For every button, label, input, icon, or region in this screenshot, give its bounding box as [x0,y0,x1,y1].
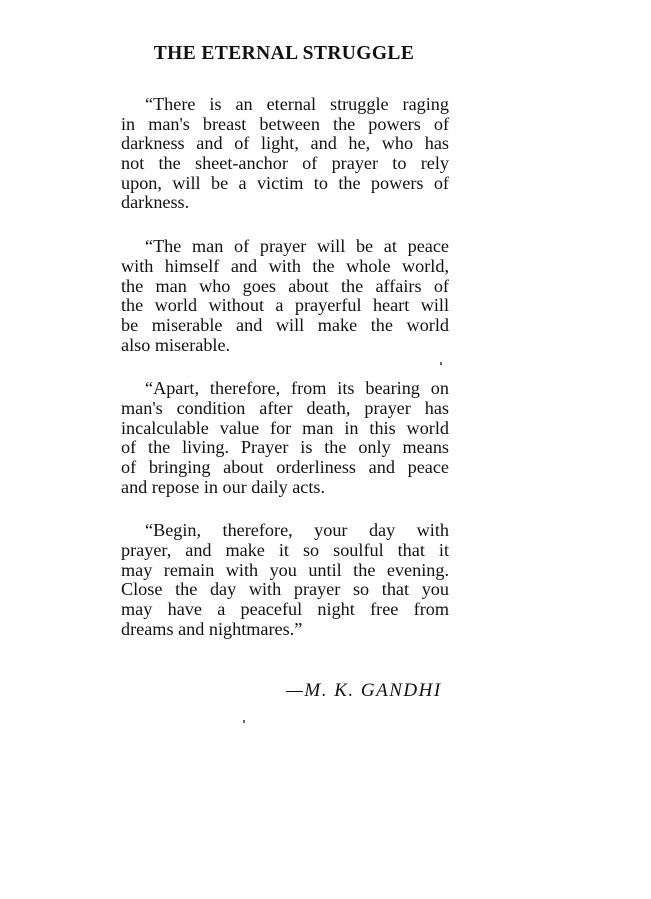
paragraph-line: man's condition after death, prayer has [121,397,449,418]
paragraph-line: “There is an eternal struggle raging [145,94,449,114]
paragraph-line: “Apart, therefore, from its bearing on [145,378,449,399]
paragraph-line: “The man of prayer will be at peace [145,236,449,257]
paragraph-3 [121,379,449,497]
paragraph-line: the world without a prayerful heart will [121,295,449,316]
paragraph-4 [121,521,449,639]
scan-speck [243,720,245,723]
attribution: —M. K. GANDHI [286,680,442,701]
paragraph-line: darkness and of light, and he, who has [121,133,449,154]
paragraph-line: dreams and nightmares.” [121,618,303,639]
paragraph-line: “Begin, therefore, your day with [145,520,449,541]
paragraph-line: of bringing about orderliness and peace [121,457,449,477]
paragraph-line: in man's breast between the powers of [121,113,449,134]
page-title: THE ETERNAL STRUGGLE [153,43,415,64]
paragraph-line: prayer, and make it so soulful that it [121,540,449,561]
scan-speck [440,362,442,365]
paragraph-2 [121,237,449,355]
paragraph-line: may remain with you until the evening. [121,559,449,580]
paragraph-line: upon, will be a victim to the powers of [121,172,449,193]
paragraph-line: be miserable and will make the world [121,314,449,335]
paragraph-line: darkness. [121,192,190,213]
quote-body [121,95,449,664]
paragraph-line: with himself and with the whole world, [121,255,449,276]
paragraph-line: the man who goes about the affairs of [121,275,449,296]
paragraph-line: of the living. Prayer is the only means [121,437,449,458]
paragraph-line: Close the day with prayer so that you [121,579,449,600]
paragraph-line: also miserable. [121,334,231,355]
paragraph-line: and repose in our daily acts. [121,476,326,497]
paragraph-line: not the sheet-anchor of prayer to rely [121,153,449,174]
paragraph-line: may have a peaceful night free from [121,599,449,620]
paragraph-line: incalculable value for man in this world [121,417,449,438]
paragraph-1 [121,95,449,213]
